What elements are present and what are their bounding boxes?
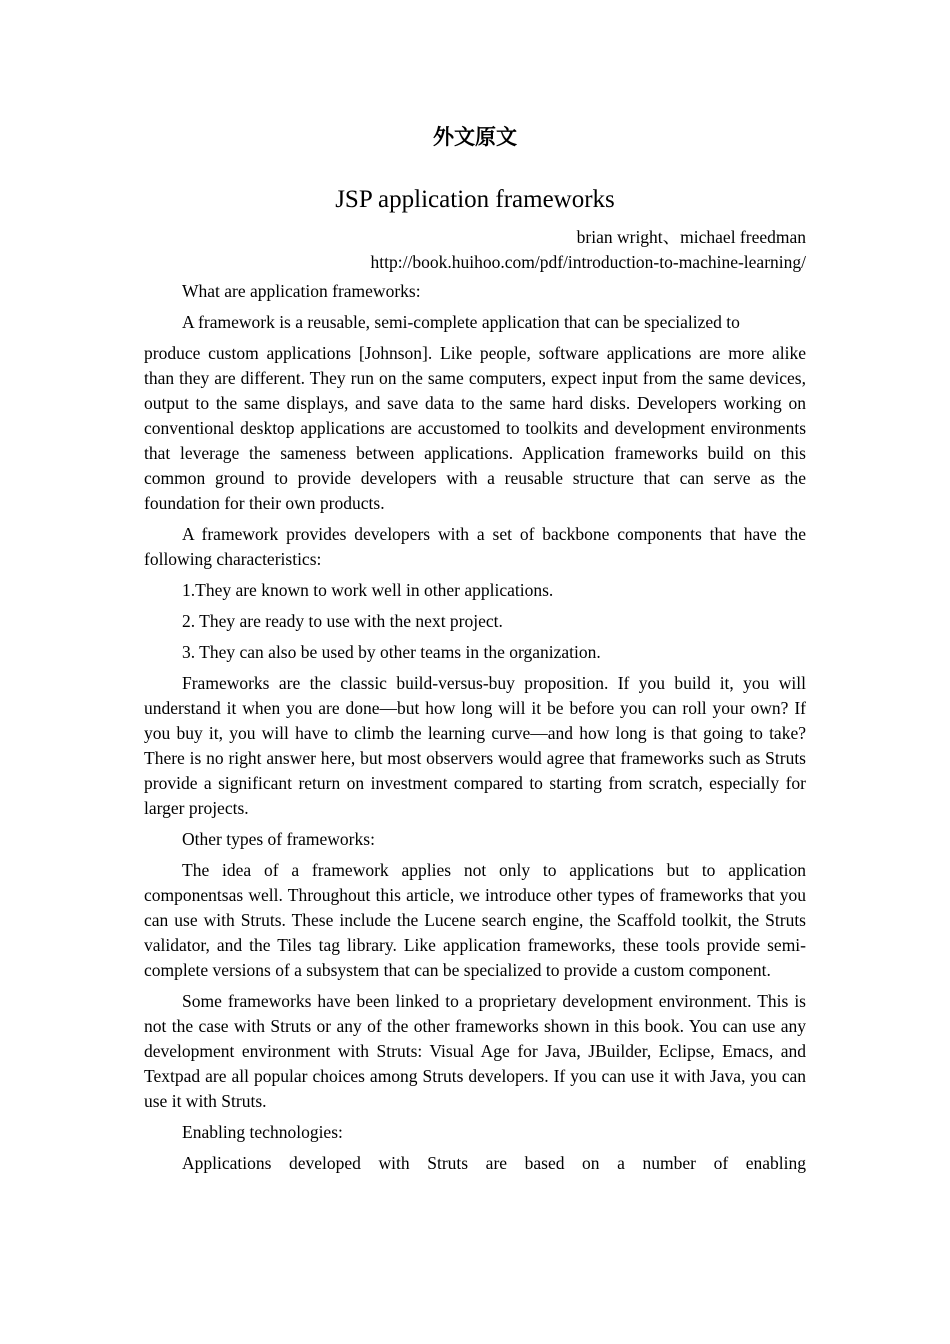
- article-body: [144, 279, 806, 1182]
- paragraph-build-versus-buy: Frameworks are the classic build-versus-buy proposition. If you build it, you will understand it when you are done—but how long will it be before you can roll your own? If you buy it, you will have to climb the learning curve—and how long is that going to take? There is no right answer here, but most observers would agree that frameworks such as Struts provide a significant return on investment compared to starting from scratch, especially for larger projects.: [144, 673, 806, 818]
- list-item-2: 2. They are ready to use with the next project.: [182, 611, 503, 631]
- source-url: http://book.huihoo.com/pdf/introduction-to-machine-learning/: [370, 252, 806, 272]
- paragraph-heading-other-types: Other types of frameworks:: [182, 829, 375, 849]
- paragraph-other-frameworks: The idea of a framework applies not only to applications but to application componentsas well. Throughout this article, we introduce other types of frameworks that you can use with Struts. These include the Lucene search engine, the Scaffold toolkit, the Struts validator, and the Tiles tag library. Like application frameworks, these tools provide semi-complete versions of a subsystem that can be specialized to provide a custom component.: [144, 860, 806, 980]
- paragraph-intro-continued: produce custom applications [Johnson]. Like people, software applications are more alike than they are different. They run on the same computers, expect input from the same devices, output to the same displays, and save data to the same hard disks. Developers working on conventional desktop applications are accustomed to toolkits and development environments that leverage the sameness between applications. Application frameworks build on this common ground to provide developers with a reusable structure that can serve as the foundation for their own products.: [144, 343, 806, 513]
- paragraph-heading-enabling: Enabling technologies:: [182, 1122, 343, 1142]
- paragraph-backbone-components: A framework provides developers with a set of backbone components that have the following characteristics:: [144, 524, 806, 569]
- article-title: JSP application frameworks: [335, 186, 615, 213]
- paragraph-intro-first-line: A framework is a reusable, semi-complete application that can be specialized to: [182, 312, 740, 332]
- paragraph-heading-what-are: What are application frameworks:: [182, 281, 421, 301]
- author-line: brian wright、michael freedman: [576, 227, 806, 247]
- list-item-1: 1.They are known to work well in other applications.: [182, 580, 554, 600]
- paragraph-proprietary-environments: Some frameworks have been linked to a proprietary development environment. This is not the case with Struts or any of the other frameworks shown in this book. You can use any development environment with Struts: Visual Age for Java, JBuilder, Eclipse, Emacs, and Textpad are all popular choices among Struts developers. If you can use it with Java, you can use it with Struts.: [144, 991, 806, 1111]
- paragraph-enabling-technologies: Applications developed with Struts are based on a number of enabling: [182, 1153, 806, 1173]
- list-item-3: 3. They can also be used by other teams in the organization.: [182, 642, 601, 662]
- section-heading: 外文原文: [433, 124, 517, 149]
